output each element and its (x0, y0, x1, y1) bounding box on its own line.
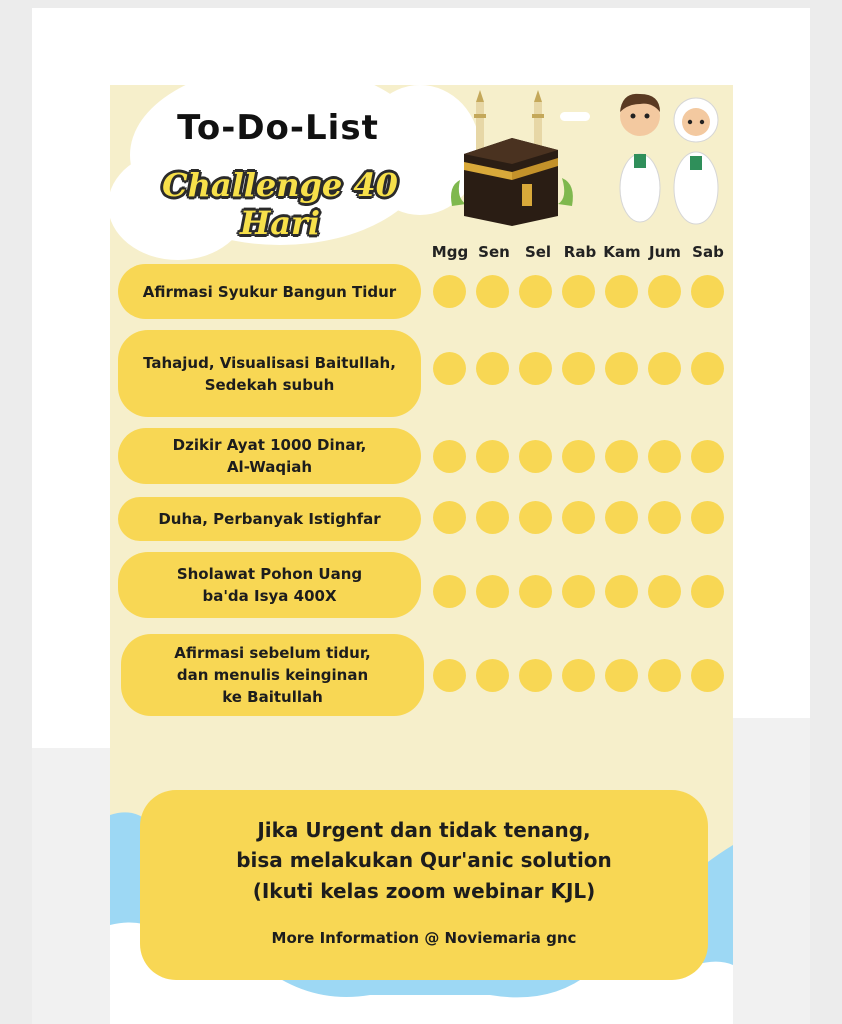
task-text: Tahajud, Visualisasi Baitullah, (143, 353, 396, 372)
page-subtitle: Challenge 40 Hari (162, 166, 398, 242)
page-title: To-Do-List (177, 108, 379, 148)
task-label (118, 552, 421, 618)
footer-line-2: bisa melakukan Qur'anic solution (236, 848, 612, 872)
task-label (118, 264, 421, 319)
checkbox-circle[interactable] (519, 440, 552, 473)
checkbox-circle[interactable] (433, 352, 466, 385)
day-header: Sel (524, 243, 552, 261)
checkbox-circle[interactable] (691, 501, 724, 534)
checkbox-circle[interactable] (605, 501, 638, 534)
day-header: Kam (603, 243, 641, 261)
checkbox-circle[interactable] (519, 659, 552, 692)
checkbox-circle[interactable] (605, 659, 638, 692)
task-text: Afirmasi Syukur Bangun Tidur (142, 282, 397, 301)
checkbox-circle[interactable] (648, 575, 681, 608)
checkbox-circle[interactable] (433, 275, 466, 308)
checkbox-circle[interactable] (562, 352, 595, 385)
checkbox-circle[interactable] (519, 501, 552, 534)
task-label (118, 330, 421, 417)
task-text: Al-Waqiah (226, 458, 313, 476)
checkbox-circle[interactable] (433, 575, 466, 608)
checkbox-circle[interactable] (691, 575, 724, 608)
checkbox-circle[interactable] (605, 352, 638, 385)
background-gray-panel (32, 748, 110, 1024)
task-text: Sholawat Pohon Uang (176, 565, 363, 583)
checkbox-circle[interactable] (476, 440, 509, 473)
checkbox-circle[interactable] (691, 352, 724, 385)
checkbox-circle[interactable] (691, 440, 724, 473)
checkbox-circle[interactable] (433, 440, 466, 473)
day-header: Sab (692, 243, 724, 261)
task-label (121, 634, 424, 716)
day-header: Sen (478, 243, 510, 261)
checkbox-circle[interactable] (605, 440, 638, 473)
task-text: ba'da Isya 400X (202, 587, 337, 605)
checkbox-circle[interactable] (433, 659, 466, 692)
task-text: ke Baitullah (222, 688, 323, 706)
task-text: Dzikir Ayat 1000 Dinar, (172, 436, 367, 454)
checkbox-circle[interactable] (562, 659, 595, 692)
day-header: Rab (563, 243, 597, 261)
task-text: Sedekah subuh (204, 375, 335, 394)
checkbox-circle[interactable] (433, 501, 466, 534)
day-header: Jum (649, 243, 681, 261)
checkbox-circle[interactable] (519, 575, 552, 608)
checkbox-circle[interactable] (519, 352, 552, 385)
checkbox-circle[interactable] (476, 575, 509, 608)
day-header: Mgg (431, 243, 469, 261)
task-label (118, 428, 421, 484)
checkbox-circle[interactable] (605, 575, 638, 608)
pilgrim-children-icon (612, 92, 724, 228)
task-text: Duha, Perbanyak Istighfar (158, 510, 381, 528)
footer-line-1: Jika Urgent dan tidak tenang, (257, 818, 591, 842)
checkbox-circle[interactable] (648, 501, 681, 534)
footer-info: More Information @ Noviemaria gnc (271, 929, 577, 947)
footer-line-3: (Ikuti kelas zoom webinar KJL) (252, 879, 596, 903)
checkbox-circle[interactable] (605, 275, 638, 308)
checkbox-circle[interactable] (648, 352, 681, 385)
checkbox-circle[interactable] (476, 275, 509, 308)
checkbox-circle[interactable] (519, 275, 552, 308)
checkbox-circle[interactable] (562, 440, 595, 473)
checkbox-circle[interactable] (691, 275, 724, 308)
background-gray-panel (732, 718, 810, 1024)
checkbox-circle[interactable] (476, 352, 509, 385)
task-text: Afirmasi sebelum tidur, (174, 644, 371, 662)
task-text: dan menulis keinginan (176, 666, 369, 684)
checkbox-circle[interactable] (562, 575, 595, 608)
checkbox-circle[interactable] (648, 275, 681, 308)
task-label (118, 497, 421, 541)
checkbox-circle[interactable] (476, 501, 509, 534)
checkbox-circle[interactable] (648, 659, 681, 692)
checkbox-circle[interactable] (562, 275, 595, 308)
checkbox-circle[interactable] (648, 440, 681, 473)
kaaba-icon (442, 88, 582, 228)
checkbox-circle[interactable] (691, 659, 724, 692)
checkbox-circle[interactable] (562, 501, 595, 534)
checkbox-circle[interactable] (476, 659, 509, 692)
background-cloud (32, 248, 122, 378)
